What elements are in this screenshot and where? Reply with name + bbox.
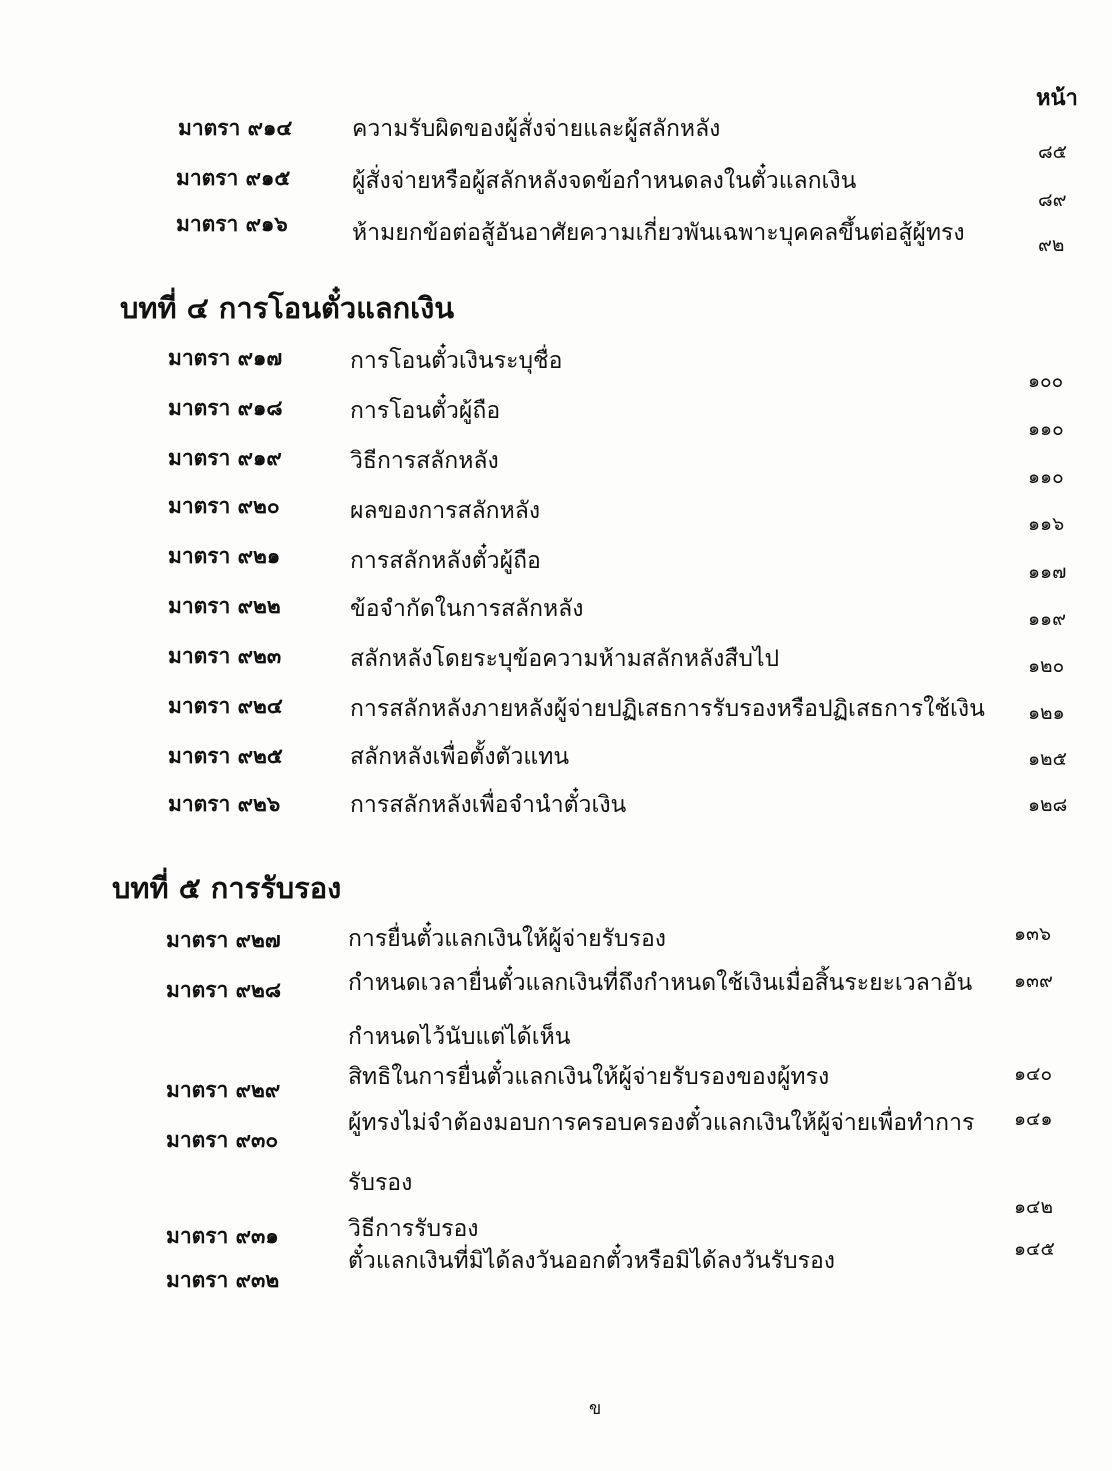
page-number: ๑๑๐ xyxy=(1028,418,1064,440)
page-column-header: หน้า xyxy=(1036,86,1078,111)
footer-page-number: ข xyxy=(589,1398,602,1419)
page-number: ๙๒ xyxy=(1038,234,1065,256)
section-title: การสลักหลังภายหลังผู้จ่ายปฏิเสธการรับรองหรือปฏิเสธการใช้เงิน xyxy=(350,696,985,722)
section-label: มาตรา ๙๒๕ xyxy=(168,744,283,768)
section-label: มาตรา ๙๒๓ xyxy=(168,644,282,668)
section-label: มาตรา ๙๓๐ xyxy=(166,1128,279,1152)
page-number: ๑๓๖ xyxy=(1014,923,1052,945)
section-title: ผู้ทรงไม่จำต้องมอบการครอบครองตั๋วแลกเงินให้ผู้จ่ายเพื่อทำการ xyxy=(348,1110,975,1136)
section-title: รับรอง xyxy=(348,1170,413,1196)
chapter-heading: บทที่ ๕ การรับรอง xyxy=(112,871,342,905)
page-number: ๑๑๖ xyxy=(1028,513,1065,535)
page-number: ๑๔๕ xyxy=(1014,1238,1055,1260)
section-title: ข้อจำกัดในการสลักหลัง xyxy=(350,596,584,622)
page-number: ๑๑๗ xyxy=(1028,561,1067,583)
section-label: มาตรา ๙๓๑ xyxy=(166,1224,279,1248)
section-title: สลักหลังเพื่อตั้งตัวแทน xyxy=(350,744,570,770)
section-label: มาตรา ๙๑๕ xyxy=(176,166,291,190)
section-title: ห้ามยกข้อต่อสู้อันอาศัยความเกี่ยวพันเฉพาะบุคคลขึ้นต่อสู้ผู้ทรง xyxy=(352,220,965,246)
section-title: สิทธิในการยื่นตั๋วแลกเงินให้ผู้จ่ายรับรองของผู้ทรง xyxy=(348,1064,830,1090)
section-label: มาตรา ๙๒๒ xyxy=(168,594,281,618)
page-number: ๑๒๐ xyxy=(1028,655,1065,677)
page-number: ๑๒๑ xyxy=(1028,702,1065,724)
section-title: วิธีการสลักหลัง xyxy=(350,448,499,474)
page-number: ๑๐๐ xyxy=(1028,370,1064,392)
section-title: กำหนดไว้นับแต่ได้เห็น xyxy=(348,1024,571,1050)
section-title: การยื่นตั๋วแลกเงินให้ผู้จ่ายรับรอง xyxy=(348,926,666,952)
page-number: ๑๒๕ xyxy=(1028,748,1067,770)
section-label: มาตรา ๙๑๘ xyxy=(168,396,283,420)
section-title: การสลักหลังตั๋วผู้ถือ xyxy=(350,548,541,574)
section-label: มาตรา ๙๒๑ xyxy=(168,544,281,568)
section-label: มาตรา ๙๑๖ xyxy=(176,212,288,236)
section-label: มาตรา ๙๒๙ xyxy=(166,1078,281,1102)
section-title: ผู้สั่งจ่ายหรือผู้สลักหลังจดข้อกำหนดลงในตั๋วแลกเงิน xyxy=(352,168,857,194)
section-title: กำหนดเวลายื่นตั๋วแลกเงินที่ถึงกำหนดใช้เงินเมื่อสิ้นระยะเวลาอัน xyxy=(348,970,973,996)
page-number: ๑๓๙ xyxy=(1014,970,1053,992)
page-number: ๑๑๙ xyxy=(1028,608,1067,630)
section-title: ตั๋วแลกเงินที่มิได้ลงวันออกตั๋วหรือมิได้ลงวันรับรอง xyxy=(348,1248,836,1274)
section-label: มาตรา ๙๓๒ xyxy=(166,1268,280,1292)
section-title: วิธีการรับรอง xyxy=(348,1216,479,1242)
page-number: ๑๔๒ xyxy=(1014,1196,1053,1218)
section-label: มาตรา ๙๒๗ xyxy=(166,928,281,952)
section-label: มาตรา ๙๑๗ xyxy=(168,346,283,370)
section-label: มาตรา ๙๒๔ xyxy=(168,694,283,718)
chapter-heading: บทที่ ๔ การโอนตั๋วแลกเงิน xyxy=(120,291,455,325)
page-number: ๑๔๑ xyxy=(1014,1108,1053,1130)
section-label: มาตรา ๙๒๐ xyxy=(168,494,280,518)
page-number: ๘๕ xyxy=(1038,141,1068,163)
section-title: การสลักหลังเพื่อจำนำตั๋วเงิน xyxy=(350,792,627,818)
section-title: ผลของการสลักหลัง xyxy=(350,498,541,524)
section-label: มาตรา ๙๒๘ xyxy=(166,978,282,1002)
page-number: ๑๔๐ xyxy=(1014,1063,1053,1085)
section-title: การโอนตั๋วเงินระบุชื่อ xyxy=(350,348,563,374)
page-number: ๘๙ xyxy=(1038,189,1067,211)
page-number: ๑๒๘ xyxy=(1028,794,1068,816)
section-label: มาตรา ๙๒๖ xyxy=(168,792,281,816)
section-title: สลักหลังโดยระบุข้อความห้ามสลักหลังสืบไป xyxy=(350,646,780,672)
section-title: การโอนตั๋วผู้ถือ xyxy=(350,398,501,424)
section-label: มาตรา ๙๑๔ xyxy=(178,116,293,140)
page-number: ๑๑๐ xyxy=(1028,466,1064,488)
section-label: มาตรา ๙๑๙ xyxy=(168,446,282,470)
section-title: ความรับผิดของผู้สั่งจ่ายและผู้สลักหลัง xyxy=(352,116,721,142)
